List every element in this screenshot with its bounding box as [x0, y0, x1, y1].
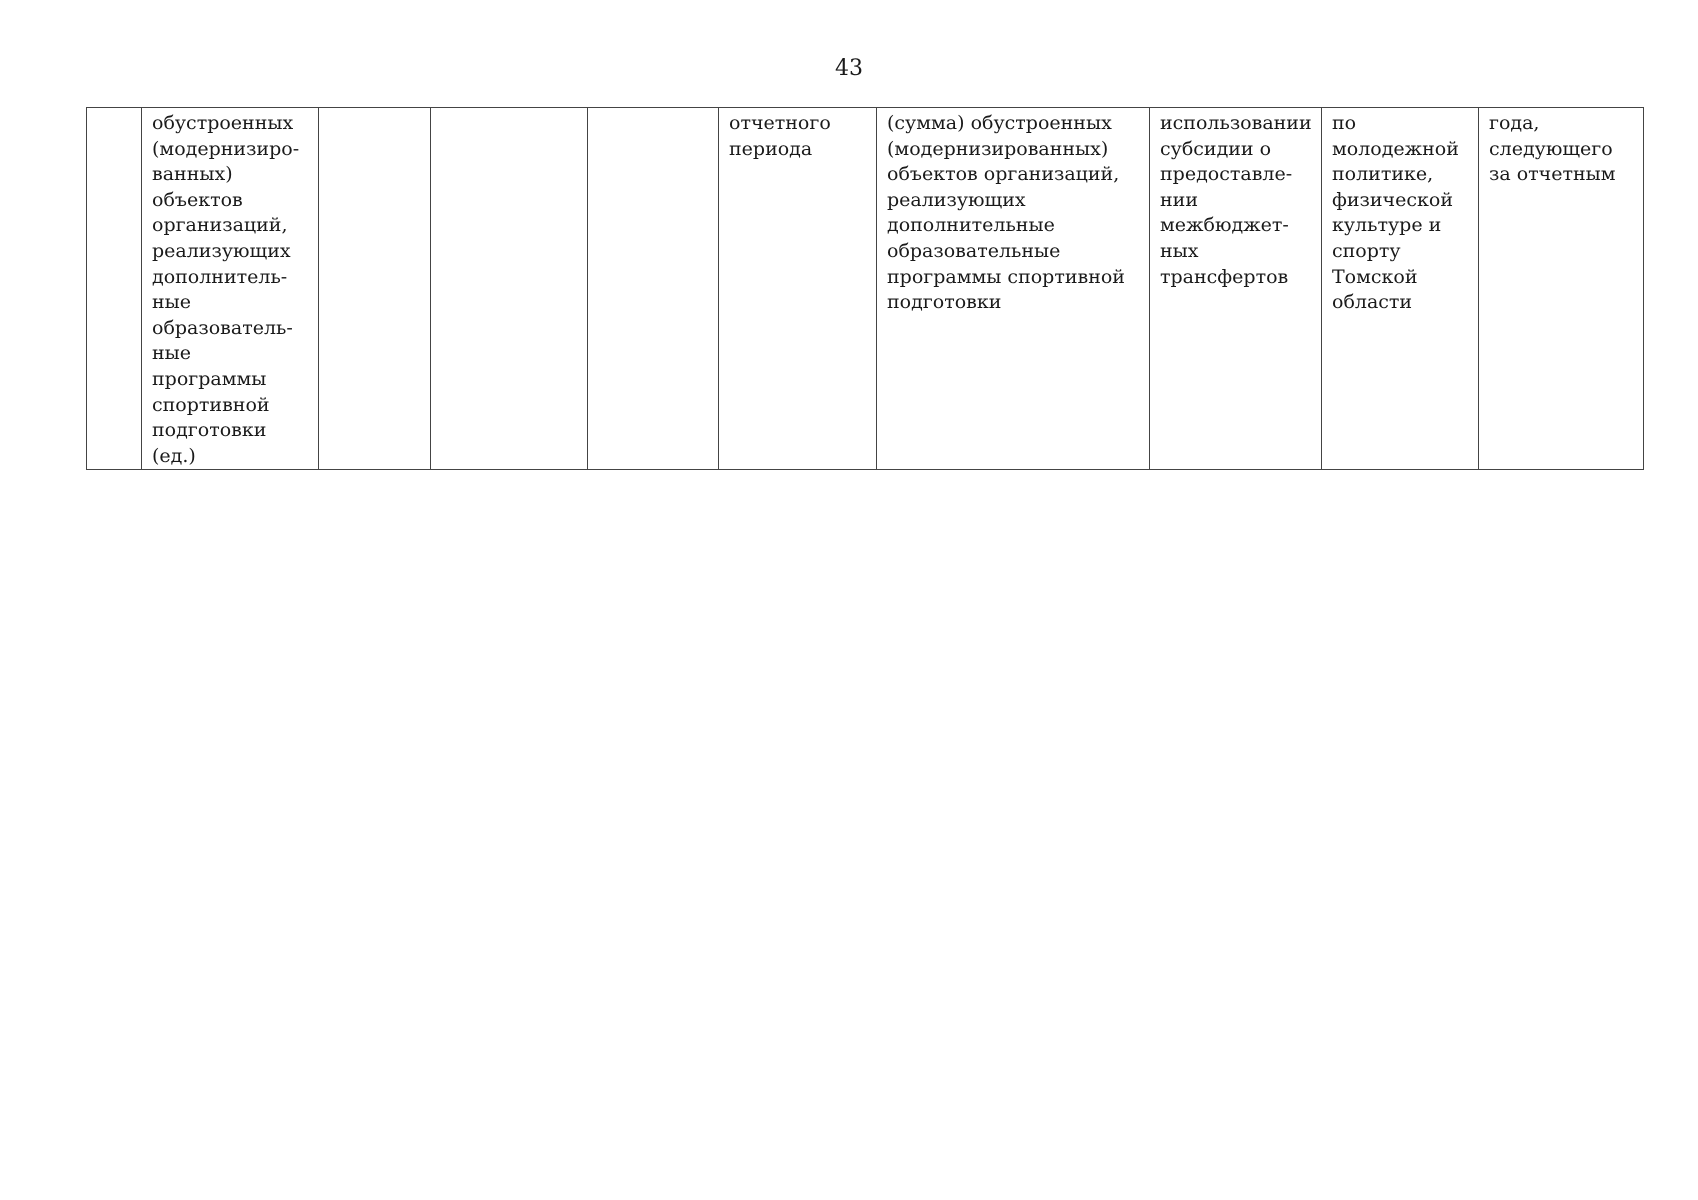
cell-number	[87, 108, 142, 470]
cell-source: использовании субсидии о предоставле- нии межбюджет- ных трансфертов	[1150, 108, 1322, 470]
cell-responsible: по молодежной политике, физической культуре и спорту Томской области	[1322, 108, 1479, 470]
cell-deadline: года, следующего за отчетным	[1479, 108, 1644, 470]
cell-col-5	[588, 108, 719, 470]
table-row	[87, 108, 1644, 470]
page-number: 43	[835, 56, 863, 81]
cell-indicator-name: обустроенных (модернизиро- ванных) объектов организаций, реализующих дополнитель- ные образователь- ные программы спортивной подготовки (ед.)	[142, 108, 319, 470]
cell-calculation: (сумма) обустроенных (модернизированных) объектов организаций, реализующих дополнительные образовательные программы спортивной подготовки	[877, 108, 1150, 470]
cell-period: отчетного периода	[719, 108, 877, 470]
indicators-table	[86, 107, 1644, 470]
cell-col-3	[319, 108, 431, 470]
cell-col-4	[431, 108, 588, 470]
